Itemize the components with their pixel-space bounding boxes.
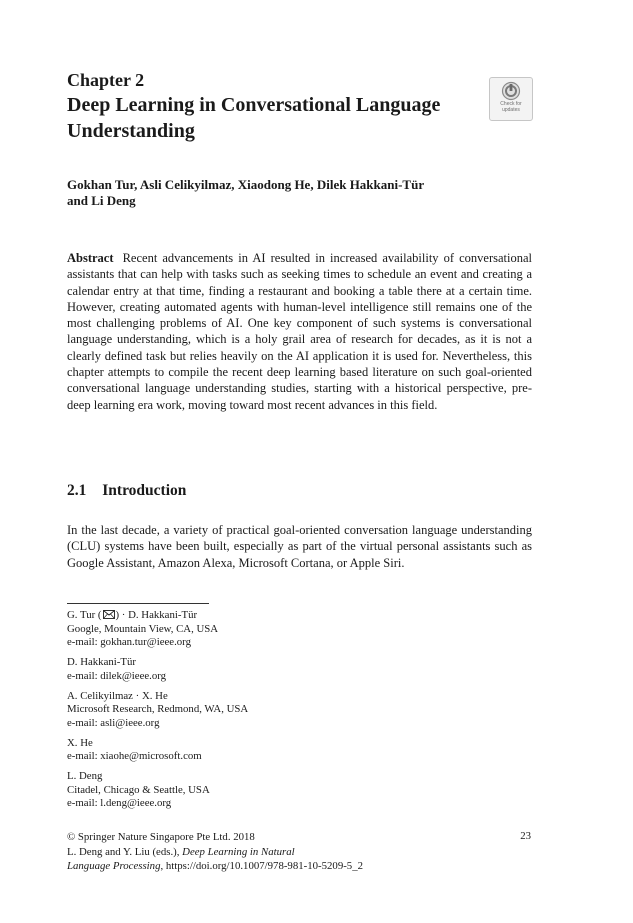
abstract-label: Abstract: [67, 251, 114, 265]
affiliation-names: L. Deng: [67, 770, 103, 782]
mail-icon[interactable]: [103, 610, 115, 619]
affiliation-hakkani-tur: [67, 656, 532, 683]
book-title-part-1: Deep Learning in Natural: [182, 845, 295, 858]
check-for-updates-icon: [501, 81, 521, 101]
abstract: [67, 250, 532, 413]
authors-line-2: and Li Deng: [67, 193, 136, 208]
intro-paragraph: In the last decade, a variety of practical goal-oriented conversation language understanding (CLU) systems have been built, especially as part of the virtual personal assistants such as Google Assistant, Amazon Alexa, Microsoft Cortana, or Apple Siri.: [67, 523, 532, 570]
affiliation-he: [67, 737, 532, 764]
affiliation-name-part: G. Tur (: [67, 609, 102, 621]
book-title-part-2: Language Processing: [67, 860, 161, 872]
affiliation-email[interactable]: e-mail: gokhan.tur@ieee.org: [67, 636, 191, 648]
affiliation-names: [67, 609, 532, 623]
affiliation-names: D. Hakkani-Tür: [67, 656, 136, 668]
affiliation-tur: [67, 609, 532, 650]
affiliations: [67, 609, 532, 817]
section-title: Introduction: [102, 482, 187, 499]
editors-line: [67, 845, 532, 860]
affiliation-email[interactable]: e-mail: dilek@ieee.org: [67, 669, 167, 682]
badge-line-1: Check for: [500, 101, 522, 107]
chapter-label: Chapter 2: [67, 70, 145, 90]
publication-info: [67, 830, 532, 874]
affiliation-org: Microsoft Research, Redmond, WA, USA: [67, 703, 249, 715]
affiliation-names: A. Celikyilmaz · X. He: [67, 689, 168, 702]
author-list: [67, 177, 537, 209]
affiliation-celikyilmaz: [67, 690, 532, 731]
section-heading: [67, 482, 186, 500]
doi-line: [67, 859, 532, 874]
affiliation-names: X. He: [67, 736, 93, 749]
affiliation-org: Citadel, Chicago & Seattle, USA: [67, 783, 210, 796]
page-number: 23: [520, 830, 531, 842]
editors-text: L. Deng and Y. Liu (eds.),: [67, 845, 183, 858]
doi-link[interactable]: , https://doi.org/10.1007/978-981-10-5209-5_2: [160, 860, 364, 872]
authors-line-1: Gokhan Tur, Asli Celikyilmaz, Xiaodong He, Dilek Hakkani-Tür: [67, 177, 425, 192]
affiliation-org: Google, Mountain View, CA, USA: [67, 622, 219, 635]
badge-line-2: updates: [502, 107, 520, 113]
copyright-line: © Springer Nature Singapore Pte Ltd. 2018: [67, 831, 255, 843]
affiliation-email[interactable]: e-mail: xiaohe@microsoft.com: [67, 750, 202, 762]
affiliation-email[interactable]: e-mail: asli@ieee.org: [67, 716, 160, 729]
footnote-rule: [67, 603, 209, 604]
affiliation-name-part: ) · D. Hakkani-Tür: [115, 609, 198, 621]
affiliation-email[interactable]: e-mail: l.deng@ieee.org: [67, 797, 172, 809]
section-number: 2.1: [67, 482, 87, 499]
affiliation-deng: [67, 770, 532, 811]
check-for-updates-badge[interactable]: [489, 77, 533, 121]
abstract-text: Recent advancements in AI resulted in increased availability of conversational assistants that can help with tasks such as seeking times to schedule an event and creating a calendar entry at that time, finding a restaurant and booking a table there at a certain time. However, creating automated agents with human-level intelligence still remains one of the most challenging problems of AI. One key component of such systems is conversational language understanding, which is a holy grail area of research for decades, as it is not a clearly defined task but relies heavily on the AI application it is used for. Nevertheless, this chapter attempts to compile the recent deep learning based literature on such goal-oriented conversational language understanding studies, starting with a historical perspective, pre-deep learning era work, moving toward most recent advances in this field.: [67, 251, 532, 412]
chapter-title: Deep Learning in Conversational Language Understanding: [67, 94, 441, 142]
